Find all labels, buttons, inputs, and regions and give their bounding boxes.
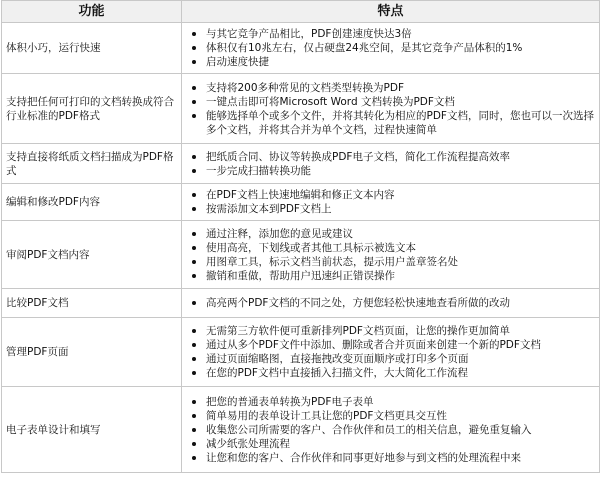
table-row (2, 184, 600, 221)
table-row (2, 74, 600, 144)
list-item: 减少纸张处理流程 (206, 437, 595, 451)
feature-list (186, 188, 595, 216)
function-cell: 电子表单设计和填写 (2, 387, 182, 473)
function-cell: 体积小巧，运行快速 (2, 23, 182, 74)
features-cell (182, 74, 600, 144)
feature-list (186, 324, 595, 380)
list-item: 在您的PDF文档中直接插入扫描文件，大大简化工作流程 (206, 366, 595, 380)
table-row (2, 144, 600, 184)
function-cell: 审阅PDF文档内容 (2, 221, 182, 289)
feature-list (186, 150, 595, 178)
list-item: 撤销和重做，帮助用户迅速纠正错误操作 (206, 269, 595, 283)
table-row (2, 221, 600, 289)
list-item: 把纸质合同、协议等转换成PDF电子文档，简化工作流程提高效率 (206, 150, 595, 164)
feature-list (186, 227, 595, 283)
list-item: 体积仅有10兆左右，仅占硬盘24兆空间，是其它竞争产品体积的1% (206, 41, 595, 55)
list-item: 与其它竞争产品相比，PDF创建速度快达3倍 (206, 27, 595, 41)
list-item: 通过页面缩略图，直接拖拽改变页面顺序或打印多个页面 (206, 352, 595, 366)
table-row (2, 318, 600, 387)
feature-list (186, 395, 595, 465)
list-item: 高亮两个PDF文档的不同之处，方便您轻松快速地查看所做的改动 (206, 296, 595, 310)
features-cell (182, 184, 600, 221)
list-item: 简单易用的表单设计工具让您的PDF文档更具交互性 (206, 409, 595, 423)
function-cell: 比较PDF文档 (2, 289, 182, 318)
list-item: 使用高亮，下划线或者其他工具标示被选文本 (206, 241, 595, 255)
list-item: 支持将200多种常见的文档类型转换为PDF (206, 81, 595, 95)
list-item: 无需第三方软件便可重新排列PDF文档页面，让您的操作更加简单 (206, 324, 595, 338)
list-item: 启动速度快捷 (206, 55, 595, 69)
function-cell: 管理PDF页面 (2, 318, 182, 387)
list-item: 通过注释，添加您的意见或建议 (206, 227, 595, 241)
list-item: 按需添加文本到PDF文档上 (206, 202, 595, 216)
list-item: 能够选择单个或多个文件，并将其转化为相应的PDF文档，同时，您也可以一次选择多个文档，并将其合并为单个文档，过程快速简单 (206, 109, 594, 136)
table-row (2, 23, 600, 74)
list-item: 用图章工具，标示文档当前状态，提示用户盖章签名处 (206, 255, 595, 269)
column-header-function: 功能 (2, 1, 182, 23)
list-item: 通过从多个PDF文件中添加、删除或者合并页面来创建一个新的PDF文档 (206, 338, 595, 352)
list-item: 一步完成扫描转换功能 (206, 164, 595, 178)
column-header-features: 特点 (182, 1, 600, 23)
function-cell: 支持直接将纸质文档扫描成为PDF格式 (2, 144, 182, 184)
features-cell (182, 144, 600, 184)
features-cell (182, 318, 600, 387)
list-item: 收集您公司所需要的客户、合作伙伴和员工的相关信息，避免重复输入 (206, 423, 595, 437)
list-item: 一键点击即可将Microsoft Word 文档转换为PDF文档 (206, 95, 595, 109)
feature-list (186, 296, 595, 310)
table-row (2, 289, 600, 318)
function-cell: 支持把任何可打印的文档转换成符合行业标准的PDF格式 (2, 74, 182, 144)
feature-list (186, 27, 595, 69)
list-item: 在PDF文档上快速地编辑和修正文本内容 (206, 188, 595, 202)
list-item: 把您的普通表单转换为PDF电子表单 (206, 395, 595, 409)
table-row (2, 387, 600, 473)
features-cell (182, 221, 600, 289)
list-item: 让您和您的客户、合作伙伴和同事更好地参与到文档的处理流程中来 (206, 451, 595, 465)
feature-list (186, 81, 595, 137)
feature-table (1, 0, 600, 473)
features-cell (182, 387, 600, 473)
function-cell: 编辑和修改PDF内容 (2, 184, 182, 221)
features-cell (182, 23, 600, 74)
table-header-row (2, 1, 600, 23)
features-cell (182, 289, 600, 318)
